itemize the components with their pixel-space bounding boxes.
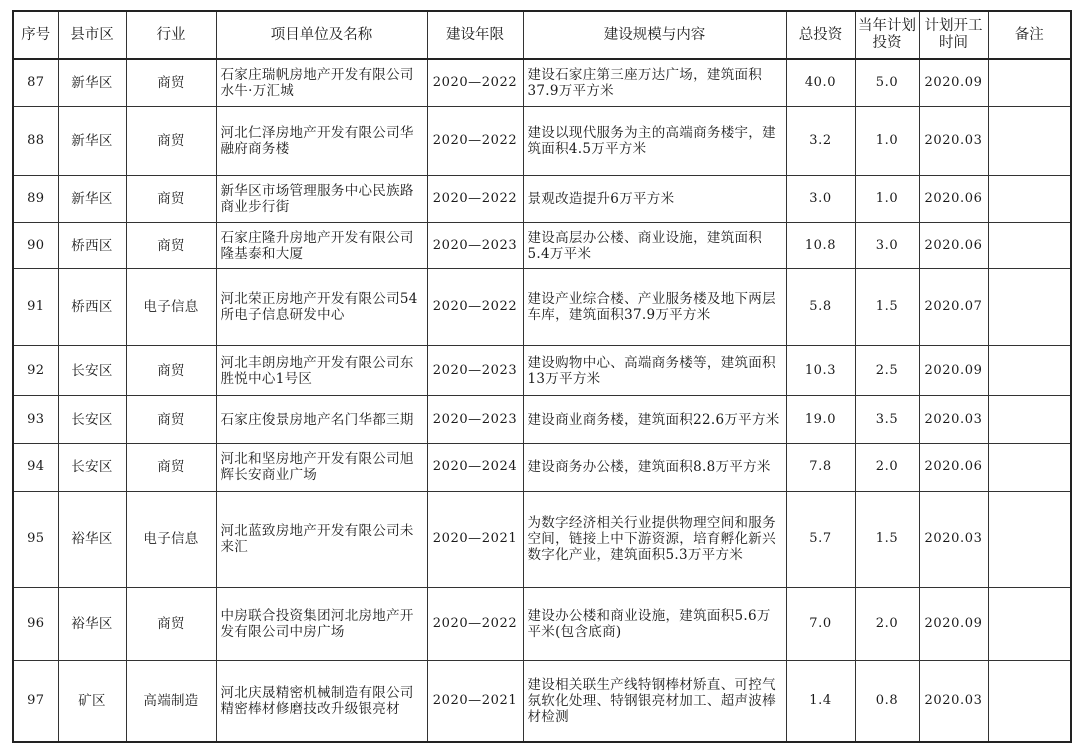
cell-project: 河北和坚房地产开发有限公司旭辉长安商业广场 [216, 444, 427, 492]
cell-period: 2020—2022 [427, 587, 523, 661]
cell-scope: 建设以现代服务为主的高端商务楼宇，建筑面积4.5万平方米 [523, 107, 786, 176]
cell-project: 石家庄瑞帆房地产开发有限公司水牛·万汇城 [216, 59, 427, 107]
cell-index: 90 [13, 222, 58, 269]
table-row [13, 222, 1071, 269]
cell-remark [988, 59, 1071, 107]
cell-start: 2020.03 [919, 107, 988, 176]
header-remark: 备注 [988, 11, 1071, 59]
cell-index: 89 [13, 175, 58, 222]
cell-period: 2020—2023 [427, 346, 523, 396]
cell-industry: 高端制造 [126, 661, 216, 742]
cell-total: 5.8 [786, 269, 855, 346]
cell-index: 96 [13, 587, 58, 661]
project-table [12, 10, 1072, 743]
cell-planned: 1.5 [855, 269, 919, 346]
cell-project: 河北仁泽房地产开发有限公司华融府商务楼 [216, 107, 427, 176]
table-row [13, 396, 1071, 444]
cell-remark [988, 107, 1071, 176]
cell-scope: 建设办公楼和商业设施，建筑面积5.6万平米(包含底商) [523, 587, 786, 661]
cell-remark [988, 444, 1071, 492]
cell-county: 新华区 [58, 175, 126, 222]
cell-county: 长安区 [58, 396, 126, 444]
cell-scope: 建设商业商务楼，建筑面积22.6万平方米 [523, 396, 786, 444]
cell-planned: 5.0 [855, 59, 919, 107]
header-index: 序号 [13, 11, 58, 59]
cell-planned: 3.0 [855, 222, 919, 269]
cell-remark [988, 269, 1071, 346]
cell-planned: 1.0 [855, 175, 919, 222]
cell-remark [988, 346, 1071, 396]
cell-remark [988, 661, 1071, 742]
cell-total: 5.7 [786, 491, 855, 587]
cell-start: 2020.07 [919, 269, 988, 346]
table-body [13, 59, 1071, 742]
cell-start: 2020.06 [919, 222, 988, 269]
cell-county: 长安区 [58, 346, 126, 396]
cell-planned: 1.5 [855, 491, 919, 587]
cell-planned: 2.0 [855, 587, 919, 661]
cell-scope: 为数字经济相关行业提供物理空间和服务空间，链接上中下游资源，培育孵化新兴数字化产业，建筑面积5.3万平方米 [523, 491, 786, 587]
cell-start: 2020.09 [919, 587, 988, 661]
table-row [13, 269, 1071, 346]
cell-industry: 商贸 [126, 59, 216, 107]
cell-start: 2020.03 [919, 661, 988, 742]
cell-planned: 2.5 [855, 346, 919, 396]
cell-project: 河北庆晟精密机械制造有限公司精密棒材修磨技改升级银亮材 [216, 661, 427, 742]
cell-total: 40.0 [786, 59, 855, 107]
cell-project: 新华区市场管理服务中心民族路商业步行街 [216, 175, 427, 222]
cell-industry: 商贸 [126, 222, 216, 269]
cell-total: 7.0 [786, 587, 855, 661]
cell-county: 裕华区 [58, 587, 126, 661]
cell-project: 中房联合投资集团河北房地产开发有限公司中房广场 [216, 587, 427, 661]
cell-remark [988, 222, 1071, 269]
cell-total: 7.8 [786, 444, 855, 492]
cell-period: 2020—2022 [427, 175, 523, 222]
table-row [13, 59, 1071, 107]
cell-industry: 商贸 [126, 107, 216, 176]
cell-county: 新华区 [58, 107, 126, 176]
table-row [13, 491, 1071, 587]
cell-planned: 0.8 [855, 661, 919, 742]
cell-county: 长安区 [58, 444, 126, 492]
cell-remark [988, 587, 1071, 661]
table-row [13, 346, 1071, 396]
cell-industry: 商贸 [126, 346, 216, 396]
cell-project: 河北丰朗房地产开发有限公司东胜悦中心1号区 [216, 346, 427, 396]
cell-period: 2020—2021 [427, 491, 523, 587]
cell-scope: 建设石家庄第三座万达广场，建筑面积37.9万平方米 [523, 59, 786, 107]
header-row [13, 11, 1071, 59]
cell-start: 2020.06 [919, 175, 988, 222]
cell-start: 2020.09 [919, 346, 988, 396]
table-row [13, 661, 1071, 742]
cell-total: 10.3 [786, 346, 855, 396]
cell-scope: 景观改造提升6万平方米 [523, 175, 786, 222]
cell-industry: 电子信息 [126, 491, 216, 587]
cell-index: 93 [13, 396, 58, 444]
cell-county: 新华区 [58, 59, 126, 107]
cell-scope: 建设产业综合楼、产业服务楼及地下两层车库，建筑面积37.9万平方米 [523, 269, 786, 346]
cell-total: 1.4 [786, 661, 855, 742]
cell-index: 91 [13, 269, 58, 346]
table-row [13, 107, 1071, 176]
header-planned: 当年计划投资 [855, 11, 919, 59]
header-total: 总投资 [786, 11, 855, 59]
header-period: 建设年限 [427, 11, 523, 59]
cell-start: 2020.06 [919, 444, 988, 492]
cell-index: 87 [13, 59, 58, 107]
cell-total: 3.2 [786, 107, 855, 176]
cell-project: 河北荣正房地产开发有限公司54所电子信息研发中心 [216, 269, 427, 346]
cell-industry: 商贸 [126, 175, 216, 222]
header-industry: 行业 [126, 11, 216, 59]
header-project: 项目单位及名称 [216, 11, 427, 59]
cell-county: 矿区 [58, 661, 126, 742]
header-county: 县市区 [58, 11, 126, 59]
cell-total: 10.8 [786, 222, 855, 269]
cell-scope: 建设商务办公楼，建筑面积8.8万平方米 [523, 444, 786, 492]
cell-industry: 商贸 [126, 444, 216, 492]
cell-project: 石家庄隆升房地产开发有限公司隆基泰和大厦 [216, 222, 427, 269]
cell-project: 河北蓝致房地产开发有限公司未来汇 [216, 491, 427, 587]
cell-period: 2020—2021 [427, 661, 523, 742]
cell-total: 3.0 [786, 175, 855, 222]
cell-planned: 3.5 [855, 396, 919, 444]
cell-period: 2020—2022 [427, 107, 523, 176]
cell-industry: 商贸 [126, 587, 216, 661]
cell-industry: 电子信息 [126, 269, 216, 346]
cell-period: 2020—2024 [427, 444, 523, 492]
cell-remark [988, 175, 1071, 222]
cell-scope: 建设相关联生产线特钢棒材矫直、可控气氛软化处理、特钢银亮材加工、超声波棒材检测 [523, 661, 786, 742]
cell-index: 88 [13, 107, 58, 176]
cell-county: 裕华区 [58, 491, 126, 587]
cell-scope: 建设购物中心、高端商务楼等，建筑面积13万平方米 [523, 346, 786, 396]
cell-planned: 1.0 [855, 107, 919, 176]
cell-county: 桥西区 [58, 222, 126, 269]
header-start: 计划开工时间 [919, 11, 988, 59]
cell-planned: 2.0 [855, 444, 919, 492]
cell-remark [988, 491, 1071, 587]
cell-period: 2020—2023 [427, 222, 523, 269]
table-row [13, 444, 1071, 492]
header-scope: 建设规模与内容 [523, 11, 786, 59]
table-row [13, 175, 1071, 222]
cell-index: 97 [13, 661, 58, 742]
cell-index: 95 [13, 491, 58, 587]
cell-start: 2020.03 [919, 491, 988, 587]
cell-scope: 建设高层办公楼、商业设施，建筑面积5.4万平米 [523, 222, 786, 269]
cell-total: 19.0 [786, 396, 855, 444]
table-row [13, 587, 1071, 661]
cell-index: 94 [13, 444, 58, 492]
cell-start: 2020.09 [919, 59, 988, 107]
cell-start: 2020.03 [919, 396, 988, 444]
cell-period: 2020—2022 [427, 269, 523, 346]
cell-project: 石家庄俊景房地产名门华都三期 [216, 396, 427, 444]
cell-remark [988, 396, 1071, 444]
cell-period: 2020—2023 [427, 396, 523, 444]
cell-county: 桥西区 [58, 269, 126, 346]
cell-industry: 商贸 [126, 396, 216, 444]
cell-index: 92 [13, 346, 58, 396]
cell-period: 2020—2022 [427, 59, 523, 107]
